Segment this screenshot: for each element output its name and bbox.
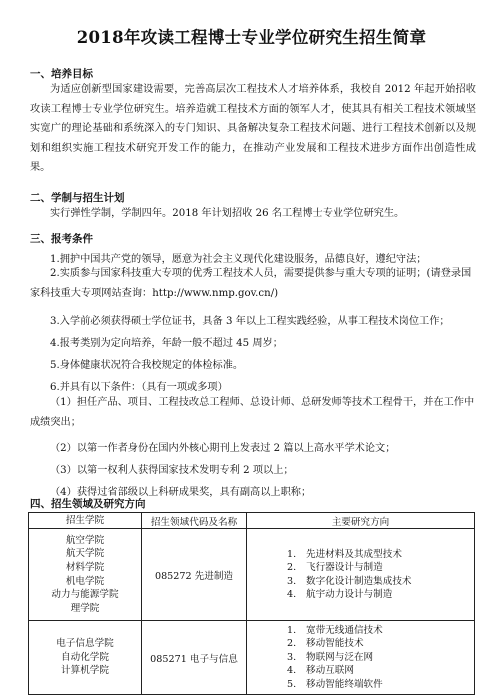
- college-cell: [29, 529, 142, 621]
- table-header-field: 招生领域代码及名称: [142, 513, 247, 529]
- field-code-cell: 085271 电子与信息: [142, 621, 247, 695]
- directions-list: [247, 624, 474, 691]
- college-name: 自动化学院: [61, 651, 109, 663]
- direction-item: 4. 航宇动力设计与制造: [287, 588, 393, 600]
- requirement-item: 5.身体健康状况符合我校规定的体检标准。: [50, 360, 244, 371]
- directions-cell: [247, 529, 475, 621]
- direction-item: 1. 先进材料及其成型技术: [287, 548, 402, 560]
- section-heading-requirements: 三、报考条件: [30, 233, 93, 245]
- table-header-directions: 主要研究方向: [247, 513, 475, 529]
- college-name: 航空学院: [65, 534, 105, 546]
- direction-item: 2. 移动智能技术: [287, 638, 364, 650]
- direction-item: 3. 数字化设计制造集成技术: [287, 575, 412, 587]
- requirement-subitem: （1）担任产品、项目、工程技改总工程师、总设计师、总研发师等技术工程骨干，并在工作中成绩突出；: [30, 397, 475, 428]
- requirement-item: 3.入学前必须获得硕士学位证书，具备 3 年以上工程实践经验，从事工程技术岗位工作；: [50, 316, 450, 327]
- fields-table: [28, 512, 475, 695]
- table-row: [29, 621, 475, 695]
- directions-cell: [247, 621, 475, 695]
- requirement-item: 1.拥护中国共产党的领导，愿意为社会主义现代化建设服务，品德良好，遵纪守法；: [50, 254, 427, 265]
- college-cell: [29, 621, 142, 695]
- section-heading-goals: 一、培养目标: [30, 68, 93, 80]
- requirement-item: 6.并具有以下条件：（具有一项或多项）: [50, 382, 228, 393]
- table-header-row: [29, 513, 475, 529]
- college-name: 航天学院: [65, 548, 105, 560]
- direction-item: 3. 物联网与泛在网: [287, 651, 374, 663]
- directions-list: [247, 548, 474, 602]
- direction-item: 5. 移动智能终端软件: [287, 678, 383, 690]
- document-title: 2018年攻读工程博士专业学位研究生招生简章: [76, 28, 427, 47]
- goals-paragraph: 为适应创新型国家建设需要，完善高层次工程技术人才培养体系，我校自 2012 年起开始招收攻读工程博士专业学位研究生。培养造就工程技术方面的领军人才，使其具有相关工程技术领域坚实宽广的理论基础和系统深入的专门知识、具备解决复杂工程技术问题、进行工程技术创新以及规划和组织实施工程技术研究开发工作的能力，在推动产业发展和工程技术进步方面作出创造性成果。: [30, 84, 476, 174]
- college-name: 材料学院: [65, 561, 105, 573]
- college-name: 机电学院: [65, 575, 105, 587]
- direction-item: 1. 宽带无线通信技术: [287, 624, 383, 636]
- table-header-college: 招生学院: [29, 513, 142, 529]
- section-heading-plan: 二、学制与招生计划: [30, 192, 125, 204]
- plan-paragraph: 实行弹性学制，学制四年。2018 年计划招收 26 名工程博士专业学位研究生。: [50, 208, 405, 219]
- college-name: 动力与能源学院: [51, 589, 119, 601]
- requirement-subitem: （3）以第一权利人获得国家技术发明专利 2 项以上；: [50, 465, 294, 476]
- direction-item: 4. 移动互联网: [287, 665, 354, 677]
- college-name: 理学院: [70, 602, 100, 614]
- college-name: 电子信息学院: [56, 638, 114, 650]
- requirement-subitem: （4）获得过省部级以上科研成果奖，具有副高以上职称；: [50, 487, 312, 498]
- table-row: [29, 529, 475, 621]
- college-name: 计算机学院: [61, 665, 109, 677]
- section-heading-fields: 四、招生领域及研究方向: [30, 498, 146, 510]
- requirement-item: 2.实质参与国家科技重大专项的优秀工程技术人员，需要提供参与重大专项的证明；(请登录国家科技重大专项网站查询：http://www.nmp.gov.cn/): [30, 268, 472, 299]
- requirement-subitem: （2）以第一作者身份在国内外核心期刊上发表过 2 篇以上高水平学术论文；: [50, 443, 396, 454]
- direction-item: 2. 飞行器设计与制造: [287, 562, 383, 574]
- field-code-cell: 085272 先进制造: [142, 529, 247, 621]
- requirement-item: 4.报考类别为定向培养，年龄一般不超过 45 周岁；: [50, 338, 283, 349]
